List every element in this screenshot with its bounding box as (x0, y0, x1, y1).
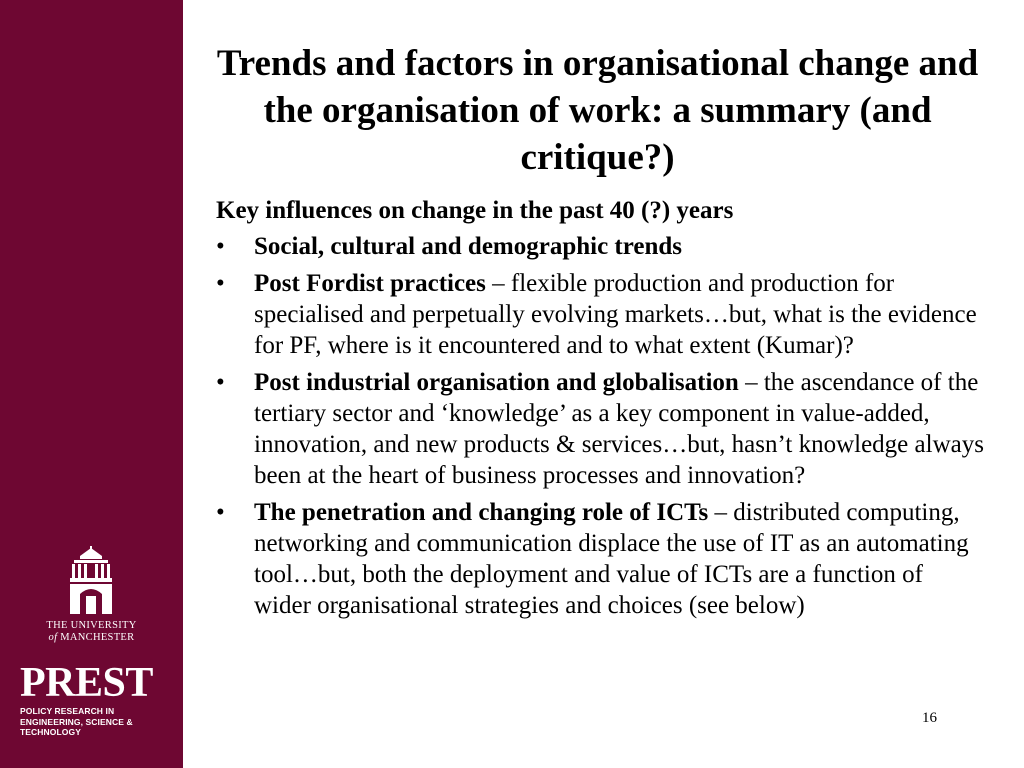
bullet-marker: • (216, 270, 225, 297)
section-heading: Key influences on change in the past 40 (?) years (216, 197, 734, 224)
university-name-line1: THE UNIVERSITY (46, 620, 137, 631)
bullet-body-text: – flexible production and production for specialised and perpetually evolving markets…but, what is the evidence for PF, where is it encountered and to what extent (Kumar)? (254, 270, 977, 359)
bullet-item (216, 367, 986, 491)
bullet-item (216, 231, 986, 262)
page-number: 16 (922, 710, 937, 726)
prest-subtitle-line2: ENGINEERING, SCIENCE & TECHNOLOGY (20, 717, 133, 737)
prest-logo: PREST (20, 660, 153, 706)
sidebar-panel (0, 0, 183, 768)
bullet-item (216, 268, 986, 361)
slide-title: Trends and factors in organisational change and the organisation of work: a summary (and critique?) (216, 43, 979, 178)
bullet-bold-text: The penetration and changing role of ICTs (254, 499, 709, 526)
slide-content (216, 195, 986, 627)
bullet-body-text: – the ascendance of the tertiary sector and ‘knowledge’ as a key component in value-added, innovation, and new products & services…but, hasn’t knowledge always been at the heart of business processes and innovation? (254, 369, 984, 489)
university-crest-icon (62, 546, 120, 616)
prest-subtitle-line1: POLICY RESEARCH IN (20, 706, 115, 716)
bullet-bold-text: Post industrial organisation and globalisation (254, 369, 739, 396)
bullet-bold-text: Post Fordist practices (254, 270, 486, 297)
bullet-item (216, 497, 986, 621)
university-name-manchester: MANCHESTER (57, 632, 135, 643)
bullet-marker: • (216, 369, 225, 396)
university-of: of (48, 632, 58, 643)
bullet-marker: • (216, 499, 225, 526)
bullet-body-text: – distributed computing, networking and communication displace the use of IT as an automating tool…but, both the deployment and value of ICTs are a function of wider organisational strategies and choices (see below) (254, 499, 969, 619)
bullet-marker: • (216, 233, 225, 260)
university-name-line2 (0, 632, 183, 643)
bullet-bold-text: Social, cultural and demographic trends (254, 233, 683, 260)
bullet-list (216, 231, 986, 621)
